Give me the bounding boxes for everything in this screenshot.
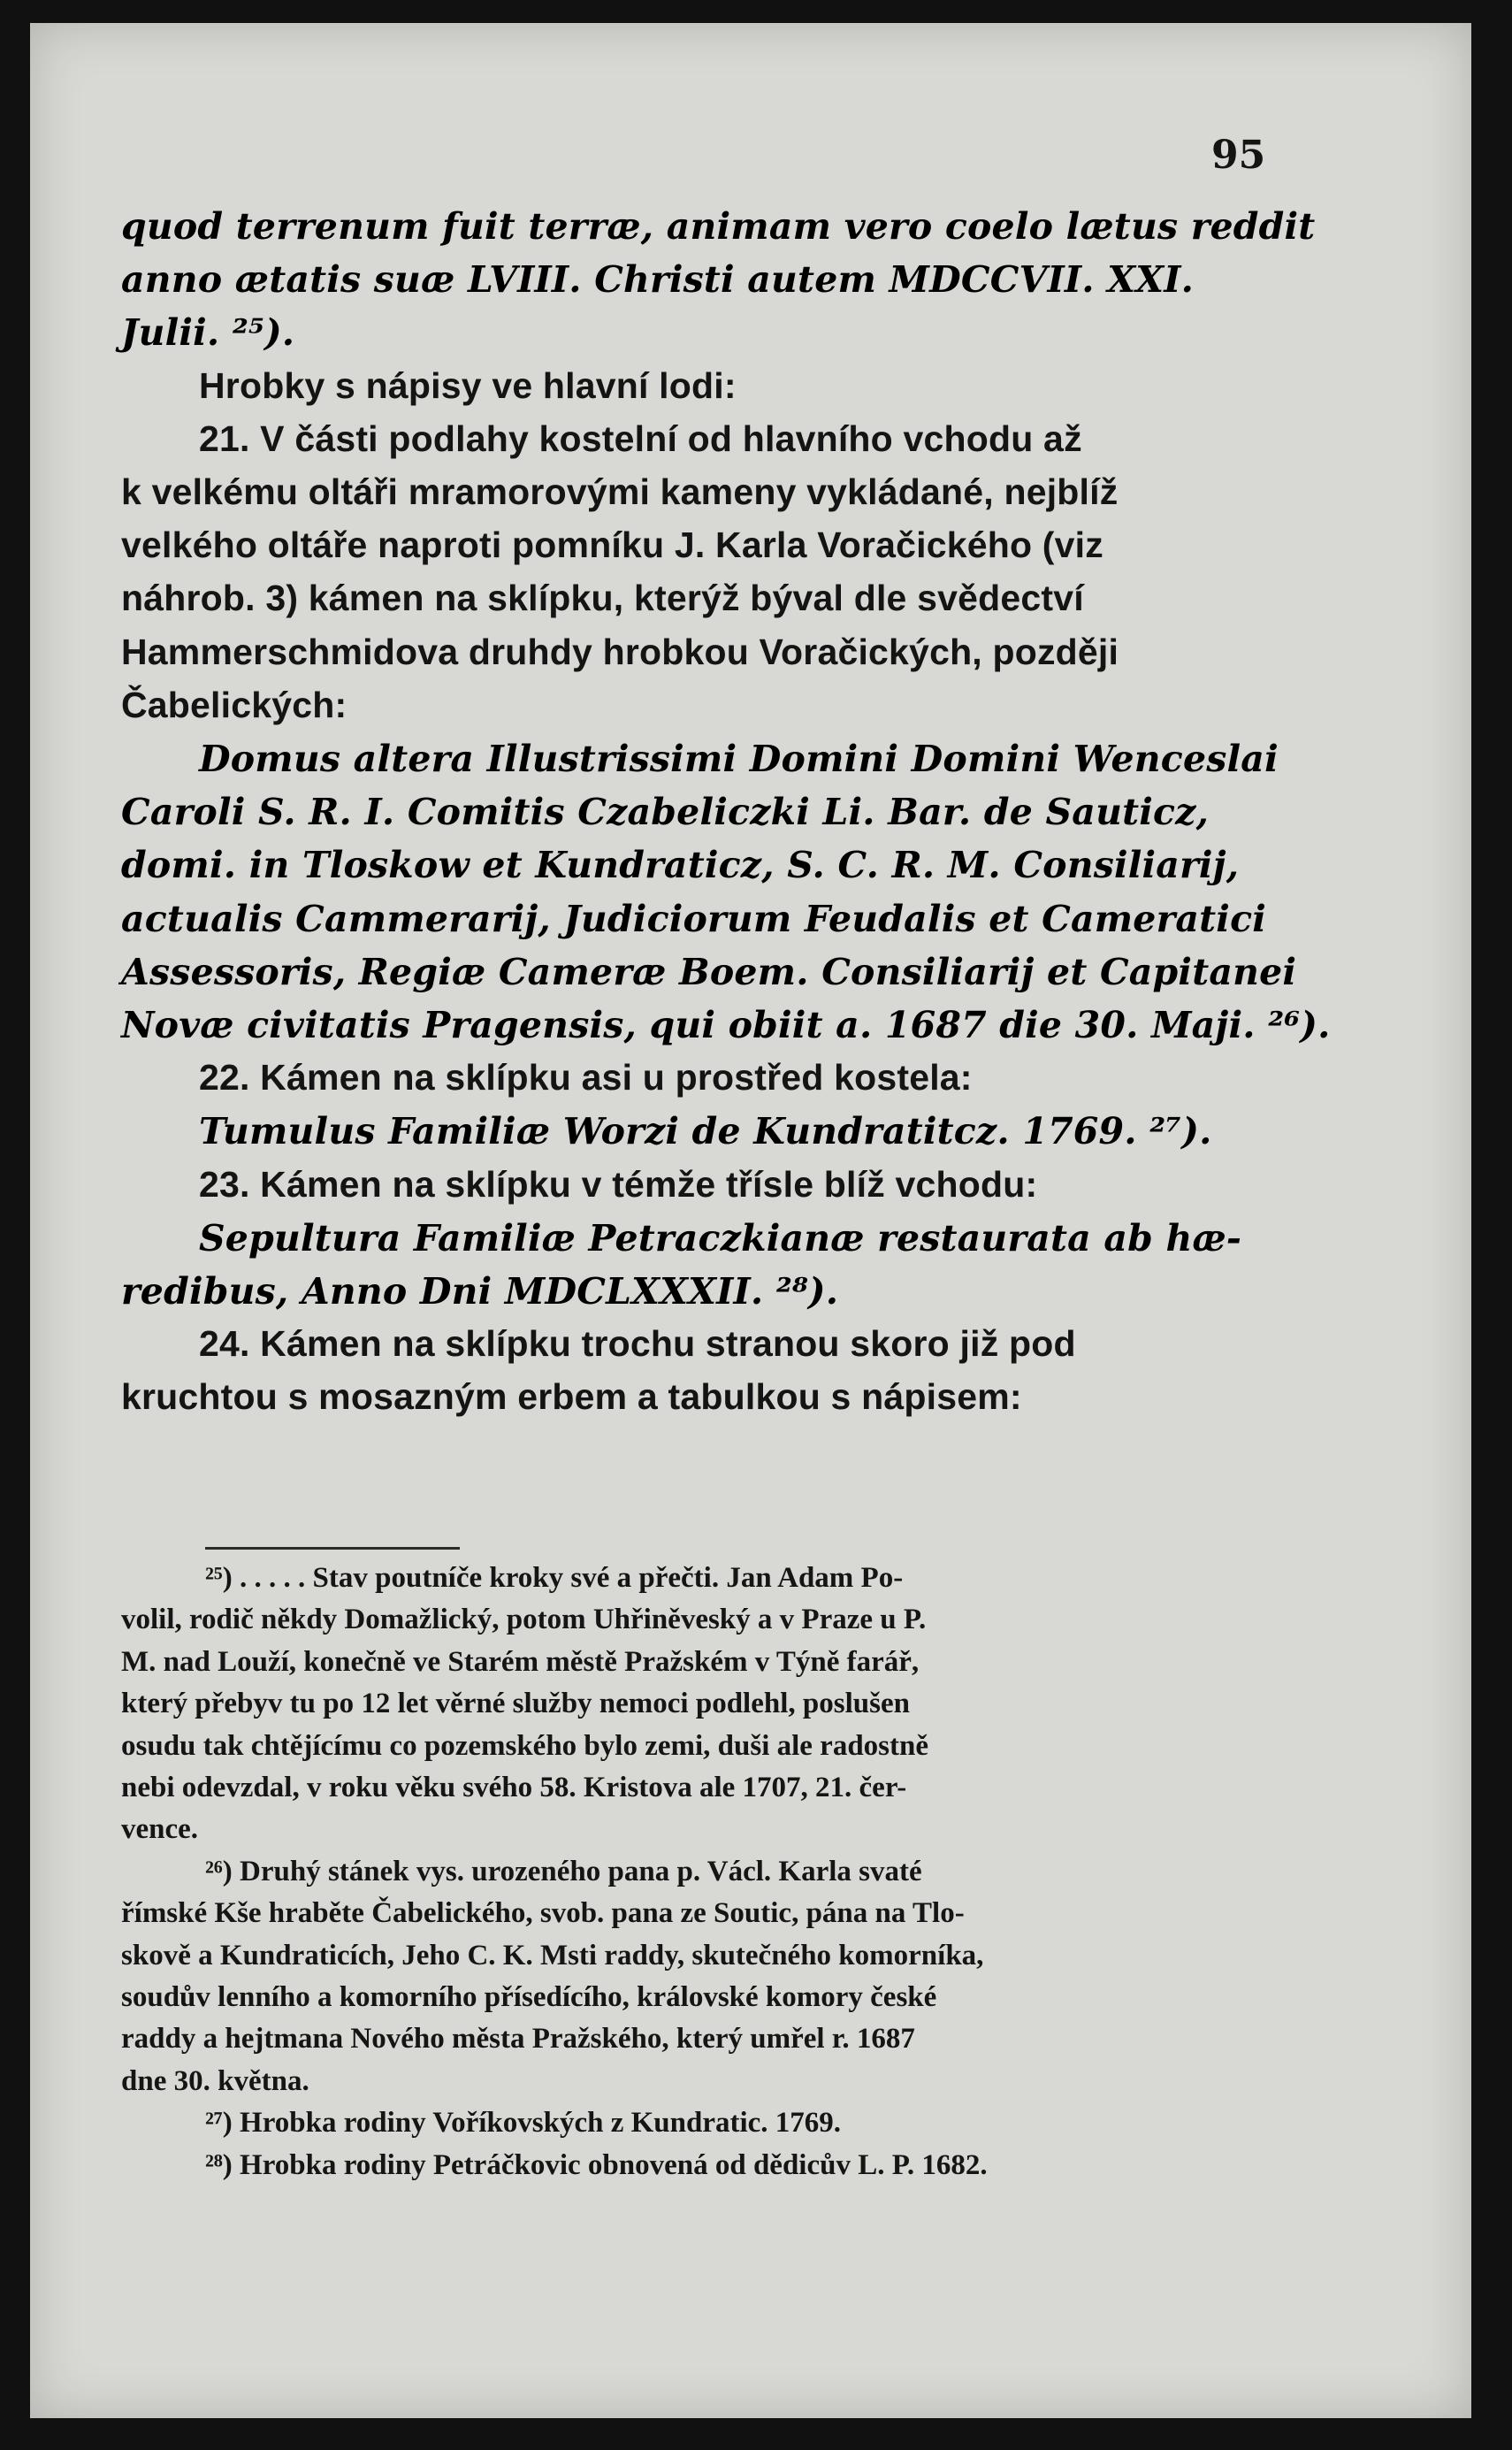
text-line: Domus altera Illustrissimi Domini Domini Wenceslai	[199, 738, 1279, 780]
footnote-line: soudův lenního a komorního přísedícího, královské komory české	[121, 1981, 937, 2013]
text-line: actualis Cammerarij, Judiciorum Feudalis et Cameratici	[121, 897, 1267, 940]
footnote-divider	[205, 1547, 460, 1550]
page-number: 95	[1211, 133, 1266, 178]
text-line: Julii. ²⁵).	[121, 311, 295, 355]
footnote-line: vence.	[121, 1813, 199, 1846]
footnote-line: římské Kše hraběte Čabelického, svob. pana ze Soutic, pána na Tlo-	[121, 1897, 965, 1930]
text-line: Assessoris, Regiæ Cameræ Boem. Consiliarij et Capitanei	[121, 950, 1297, 993]
text-line: 21. V části podlahy kostelní od hlavního vchodu až	[199, 417, 1082, 459]
text-line: k velkému oltáři mramorovými kameny vykládané, nejblíž	[121, 471, 1119, 512]
text-line: 24. Kámen na sklípku trochu stranou skoro již pod	[199, 1323, 1076, 1365]
text-line: Hrobky s nápisy ve hlavní lodi:	[199, 364, 737, 406]
text-line: Tumulus Familiæ Worzi de Kundratitcz. 1769. ²⁷).	[199, 1110, 1212, 1153]
footnote-line: volil, rodič někdy Domažlický, potom Uhřiněveský a v Praze u P.	[121, 1604, 927, 1636]
text-line: 22. Kámen na sklípku asi u prostřed kostela:	[199, 1057, 973, 1099]
footnote-line: raddy a hejtmana Nového města Pražského, který umřel r. 1687	[121, 2023, 915, 2056]
text-line: kruchtou s mosazným erbem a tabulkou s nápisem:	[121, 1376, 1022, 1418]
text-line: quod terrenum fuit terræ, animam vero coelo lætus reddit	[121, 205, 1316, 248]
footnote-line: nebi odevzdal, v roku věku svého 58. Kristova ale 1707, 21. čer-	[121, 1772, 907, 1803]
footnote-line: M. nad Louží, konečně ve Starém městě Pražském v Týně farář,	[121, 1645, 920, 1678]
footnote-line: osudu tak chtějícímu co pozemského bylo zemi, duši ale radostně	[121, 1729, 929, 1762]
text-line: anno ætatis suæ LVIII. Christi autem MDCCVII. XXI.	[121, 258, 1195, 302]
footnote-line: ²⁷) Hrobka rodiny Voříkovských z Kundratic. 1769.	[205, 2107, 842, 2140]
footnote-line: ²⁶) Druhý stánek vys. urozeného pana p. Václ. Karla svaté	[205, 1855, 922, 1887]
footnote-line: který přebyv tu po 12 let věrné služby nemoci podlehl, poslušen	[121, 1688, 910, 1720]
text-line: Hammerschmidova druhdy hrobkou Voračických, později	[121, 631, 1119, 672]
text-line: 23. Kámen na sklípku v témže třísle blíž vchodu:	[199, 1163, 1038, 1205]
footnote-line: ²⁸) Hrobka rodiny Petráčkovic obnovená od dědicův L. P. 1682.	[205, 2148, 988, 2181]
text-line: Caroli S. R. I. Comitis Czabeliczki Li. Bar. de Sauticz,	[121, 791, 1210, 834]
text-line: redibus, Anno Dni MDCLXXXII. ²⁸).	[121, 1270, 839, 1313]
text-line: velkého oltáře naproti pomníku J. Karla Voračického (viz	[121, 524, 1103, 566]
footnote-line: skově a Kundraticích, Jeho C. K. Msti raddy, skutečného komorníka,	[121, 1939, 984, 1971]
footnote-line: dne 30. května.	[121, 2064, 309, 2097]
text-line: domi. in Tloskow et Kundraticz, S. C. R. M. Consiliarij,	[121, 844, 1240, 887]
footnote-line: ²⁵) . . . . . Stav poutníče kroky své a přečti. Jan Adam Po-	[205, 1562, 904, 1594]
text-line: Novæ civitatis Pragensis, qui obiit a. 1687 die 30. Maji. ²⁶).	[121, 1004, 1331, 1046]
text-line: Čabelických:	[121, 684, 347, 725]
text-line: Sepultura Familiæ Petraczkianæ restaurata ab hæ-	[199, 1216, 1242, 1259]
text-line: náhrob. 3) kámen na sklípku, kterýž býval dle svědectví	[121, 578, 1084, 619]
